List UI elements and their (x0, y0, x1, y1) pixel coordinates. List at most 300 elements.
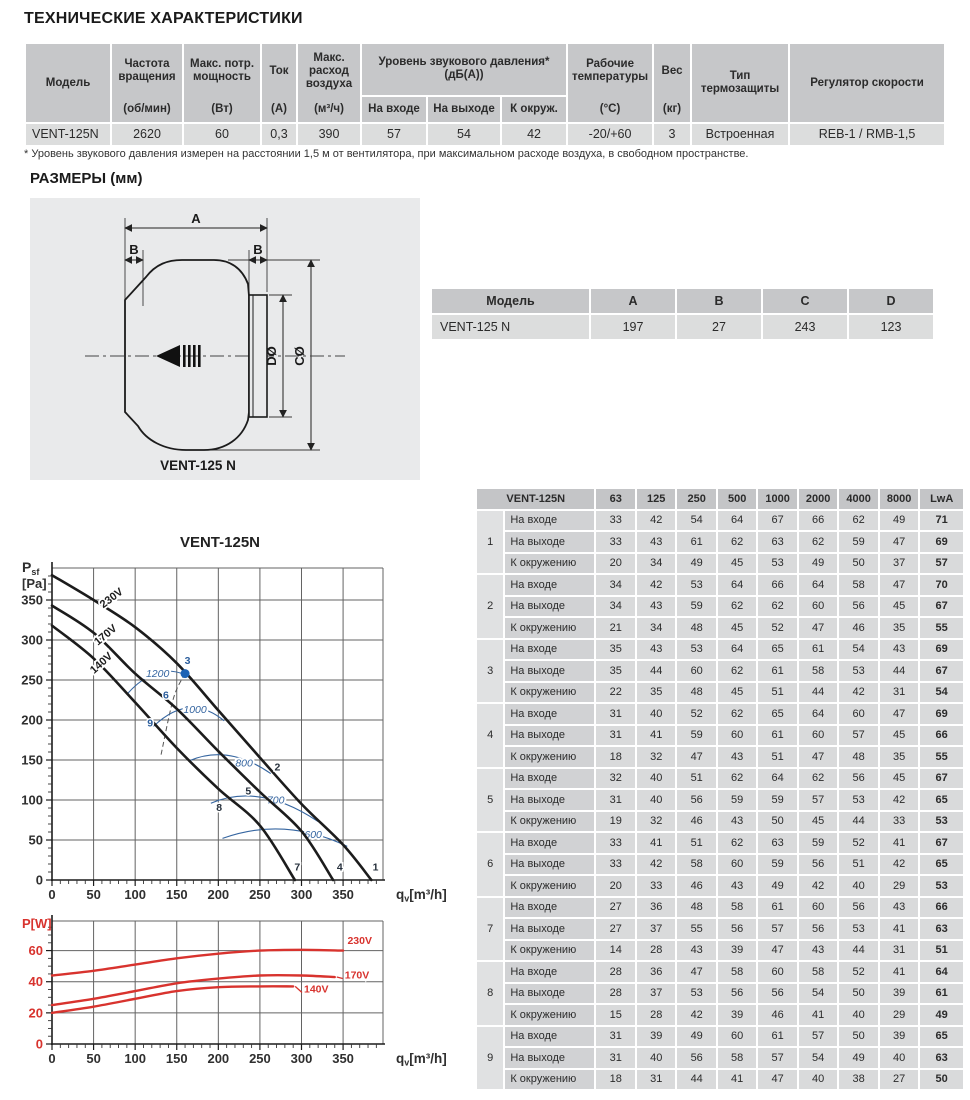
sound-value: 47 (799, 618, 837, 638)
sound-value: 60 (718, 855, 756, 875)
sound-value: 42 (880, 855, 918, 875)
sound-value: 44 (637, 661, 675, 681)
sound-row (477, 747, 963, 767)
sound-value: 27 (596, 919, 634, 939)
svg-text:700: 700 (266, 794, 285, 807)
svg-text:1000: 1000 (183, 704, 207, 717)
sound-value: 59 (677, 726, 715, 746)
sound-value: 40 (637, 1048, 675, 1068)
sound-value: 35 (880, 747, 918, 767)
sound-value: 43 (677, 941, 715, 961)
sound-lwa-value: 53 (920, 812, 963, 832)
sound-value: 44 (839, 941, 877, 961)
sound-value: 59 (758, 855, 796, 875)
sound-value: 54 (677, 511, 715, 531)
sound-value: 58 (839, 575, 877, 595)
extension-lines (125, 218, 320, 450)
sound-value: 31 (596, 1027, 634, 1047)
power-flow-chart (0, 912, 470, 1090)
sound-value: 64 (718, 511, 756, 531)
sound-lwa-value: 63 (920, 1048, 963, 1068)
spec-value-surround: 42 (502, 124, 566, 145)
sound-row-label: На входе (505, 962, 594, 982)
sound-lwa-value: 67 (920, 833, 963, 853)
sound-value: 18 (596, 1070, 634, 1090)
sound-value: 20 (596, 554, 634, 574)
sound-value: 43 (637, 640, 675, 660)
sound-group-number: 9 (477, 1027, 503, 1090)
sound-header-freq: 125 (637, 489, 675, 509)
pressure-flow-chart (0, 552, 470, 914)
sound-value: 53 (677, 984, 715, 1004)
sound-value: 33 (637, 876, 675, 896)
sound-value: 59 (839, 532, 877, 552)
svg-text:50: 50 (86, 887, 101, 902)
dim-header-b: B (677, 289, 761, 313)
spec-subcol-outlet: На выходе (428, 97, 500, 122)
sound-value: 51 (677, 833, 715, 853)
svg-text:250: 250 (21, 672, 43, 688)
sound-value: 56 (839, 769, 877, 789)
sound-row (477, 683, 963, 703)
sound-value: 36 (637, 898, 675, 918)
sound-value: 38 (839, 1070, 877, 1090)
sound-value: 35 (596, 640, 634, 660)
sound-value: 15 (596, 1005, 634, 1025)
sound-row-label: К окружению (505, 618, 594, 638)
svg-text:2: 2 (274, 761, 281, 774)
sound-value: 54 (839, 640, 877, 660)
sound-lwa-value: 55 (920, 747, 963, 767)
svg-text:600: 600 (304, 828, 322, 841)
svg-text:7: 7 (294, 861, 301, 874)
sound-value: 47 (758, 941, 796, 961)
svg-text:40: 40 (28, 974, 43, 990)
sound-value: 47 (677, 962, 715, 982)
sound-row (477, 726, 963, 746)
dim-value-a: 197 (591, 315, 675, 339)
svg-text:3: 3 (184, 655, 191, 667)
sound-header-freq: LwA (920, 489, 963, 509)
svg-text:230V: 230V (97, 585, 126, 611)
sound-value: 49 (880, 511, 918, 531)
sound-value: 55 (677, 919, 715, 939)
sound-value: 31 (596, 790, 634, 810)
sound-value: 44 (799, 683, 837, 703)
airflow-arrow-icon (156, 345, 201, 367)
sound-value: 51 (677, 769, 715, 789)
sound-value: 54 (799, 1048, 837, 1068)
sound-value: 43 (637, 597, 675, 617)
svg-text:300: 300 (290, 1051, 313, 1066)
sound-value: 43 (880, 898, 918, 918)
sound-lwa-value: 67 (920, 597, 963, 617)
sound-value: 21 (596, 618, 634, 638)
sound-value: 37 (637, 919, 675, 939)
dimensions-table (430, 287, 935, 341)
sound-value: 48 (677, 898, 715, 918)
sound-row (477, 704, 963, 724)
sound-value: 41 (637, 726, 675, 746)
sound-value: 57 (839, 726, 877, 746)
sound-value: 31 (596, 704, 634, 724)
spec-value-temp: -20/+60 (568, 124, 652, 145)
sound-value: 41 (880, 962, 918, 982)
sound-value: 44 (677, 1070, 715, 1090)
svg-text:50: 50 (86, 1051, 101, 1066)
svg-text:140V: 140V (303, 983, 329, 996)
fan-dimension-diagram (30, 198, 420, 480)
sound-value: 43 (718, 812, 756, 832)
sound-value: 33 (596, 511, 634, 531)
sound-header-freq: 63 (596, 489, 634, 509)
spec-value-thermal: Встроенная (692, 124, 788, 145)
sound-value: 33 (596, 855, 634, 875)
sound-value: 34 (637, 554, 675, 574)
sound-value: 62 (799, 769, 837, 789)
sound-value: 29 (880, 876, 918, 896)
spec-col-rpm: Частота вращения (об/мин) (112, 44, 182, 122)
sound-row-label: На входе (505, 1027, 594, 1047)
sound-value: 31 (880, 683, 918, 703)
svg-text:0: 0 (48, 887, 56, 902)
sound-value: 53 (677, 575, 715, 595)
sound-value: 56 (839, 898, 877, 918)
sound-value: 40 (637, 790, 675, 810)
sound-header-model: VENT-125N (477, 489, 594, 509)
sound-row (477, 532, 963, 552)
sound-row (477, 833, 963, 853)
dim-label-c: CØ (292, 346, 307, 366)
dim-header-a: A (591, 289, 675, 313)
svg-text:100: 100 (124, 1051, 147, 1066)
sound-value: 50 (839, 554, 877, 574)
sound-row (477, 919, 963, 939)
sound-value: 62 (718, 833, 756, 853)
sound-value: 31 (596, 1048, 634, 1068)
spec-subcol-surround: К окруж. (502, 97, 566, 122)
sound-row (477, 790, 963, 810)
svg-text:200: 200 (207, 887, 230, 902)
svg-text:20: 20 (28, 1005, 43, 1021)
sound-value: 18 (596, 747, 634, 767)
sound-group-number: 2 (477, 575, 503, 638)
sound-value: 33 (596, 532, 634, 552)
sound-value: 64 (758, 769, 796, 789)
sound-value: 60 (799, 726, 837, 746)
sound-value: 39 (880, 984, 918, 1004)
sound-row (477, 511, 963, 531)
spec-value-weight: 3 (654, 124, 690, 145)
sound-value: 56 (839, 597, 877, 617)
sound-value: 43 (799, 941, 837, 961)
sound-row-label: На входе (505, 640, 594, 660)
sound-row (477, 1005, 963, 1025)
sound-lwa-value: 65 (920, 855, 963, 875)
svg-text:200: 200 (207, 1051, 230, 1066)
sound-lwa-value: 69 (920, 704, 963, 724)
sound-row-label: На выходе (505, 919, 594, 939)
sound-value: 28 (637, 1005, 675, 1025)
sound-value: 51 (839, 855, 877, 875)
sound-value: 59 (758, 790, 796, 810)
sound-value: 45 (880, 769, 918, 789)
sound-value: 60 (718, 1027, 756, 1047)
pressure-chart-title: VENT-125N (179, 534, 261, 551)
sound-row-label: На входе (505, 898, 594, 918)
sound-value: 45 (880, 597, 918, 617)
sound-value: 53 (839, 790, 877, 810)
sound-value: 49 (758, 876, 796, 896)
sound-row-label: К окружению (505, 683, 594, 703)
spec-value-current: 0,3 (262, 124, 296, 145)
sound-value: 50 (839, 984, 877, 1004)
sound-value: 62 (758, 597, 796, 617)
sound-value: 46 (677, 876, 715, 896)
svg-text:150: 150 (165, 887, 188, 902)
sound-value: 58 (799, 962, 837, 982)
sound-value: 48 (677, 618, 715, 638)
sound-row (477, 661, 963, 681)
dim-label-b-right: B (253, 242, 263, 257)
sound-value: 45 (799, 812, 837, 832)
sound-value: 53 (677, 640, 715, 660)
svg-text:150: 150 (165, 1051, 188, 1066)
sound-header-freq: 1000 (758, 489, 796, 509)
sound-value: 22 (596, 683, 634, 703)
sound-value: 33 (880, 812, 918, 832)
sound-value: 64 (718, 575, 756, 595)
sound-value: 32 (596, 769, 634, 789)
sound-row-label: К окружению (505, 1070, 594, 1090)
sound-value: 58 (677, 855, 715, 875)
sound-lwa-value: 66 (920, 726, 963, 746)
sound-row-label: К окружению (505, 812, 594, 832)
spec-value-model: VENT-125N (26, 124, 110, 145)
sound-value: 52 (677, 704, 715, 724)
sound-value: 56 (677, 1048, 715, 1068)
svg-text:250: 250 (249, 887, 271, 902)
sound-row-label: На выходе (505, 532, 594, 552)
sound-value: 47 (677, 747, 715, 767)
sound-value: 59 (799, 833, 837, 853)
sound-value: 41 (718, 1070, 756, 1090)
sound-row-label: На входе (505, 833, 594, 853)
sound-lwa-value: 67 (920, 661, 963, 681)
sound-value: 46 (758, 1005, 796, 1025)
sound-value: 41 (880, 833, 918, 853)
dim-value-d: 123 (849, 315, 933, 339)
sound-value: 40 (839, 1005, 877, 1025)
sound-title: Уровень звукового давления* (378, 56, 550, 69)
sound-value: 35 (637, 683, 675, 703)
svg-text:170V: 170V (344, 969, 370, 982)
sound-value: 66 (758, 575, 796, 595)
svg-text:P[W]: P[W] (22, 916, 52, 931)
spec-table (24, 42, 946, 147)
sound-value: 62 (799, 532, 837, 552)
sound-lwa-value: 61 (920, 984, 963, 1004)
svg-text:5: 5 (245, 785, 252, 798)
sound-row-label: К окружению (505, 876, 594, 896)
sound-value: 60 (799, 597, 837, 617)
sound-value: 64 (799, 575, 837, 595)
sound-row-label: На выходе (505, 790, 594, 810)
spec-value-regulator: REB-1 / RMB-1,5 (790, 124, 944, 145)
sound-value: 31 (880, 941, 918, 961)
svg-text:1200: 1200 (145, 668, 170, 681)
svg-text:0: 0 (35, 1036, 43, 1052)
sound-group-number: 1 (477, 511, 503, 574)
sound-lwa-value: 65 (920, 1027, 963, 1047)
sound-value: 42 (677, 1005, 715, 1025)
svg-text:350: 350 (332, 887, 354, 902)
sound-value: 57 (799, 790, 837, 810)
sound-value: 56 (718, 919, 756, 939)
svg-text:140V: 140V (87, 650, 116, 677)
spec-value-power: 60 (184, 124, 260, 145)
sound-value: 59 (677, 597, 715, 617)
sound-value: 57 (799, 1027, 837, 1047)
sound-value: 61 (758, 726, 796, 746)
sound-value: 28 (596, 962, 634, 982)
sound-table-head (477, 489, 963, 509)
sound-value: 58 (718, 898, 756, 918)
sound-value: 40 (637, 704, 675, 724)
sound-row (477, 640, 963, 660)
sound-value: 27 (596, 898, 634, 918)
sound-value: 54 (799, 984, 837, 1004)
sound-row (477, 1070, 963, 1090)
sound-value: 45 (718, 554, 756, 574)
sound-value: 60 (799, 898, 837, 918)
sound-value: 42 (839, 683, 877, 703)
svg-text:200: 200 (21, 712, 43, 728)
sound-value: 43 (718, 876, 756, 896)
sound-row-label: На выходе (505, 726, 594, 746)
sound-value: 40 (839, 876, 877, 896)
sound-lwa-value: 65 (920, 790, 963, 810)
sound-value: 61 (758, 898, 796, 918)
spec-value-rpm: 2620 (112, 124, 182, 145)
sound-value: 44 (839, 812, 877, 832)
sound-value: 20 (596, 876, 634, 896)
svg-text:100: 100 (21, 792, 43, 808)
sound-value: 65 (758, 640, 796, 660)
sound-value: 49 (799, 554, 837, 574)
sound-subtitle: (дБ(А)) (444, 69, 484, 82)
sound-row-label: На выходе (505, 661, 594, 681)
sound-value: 41 (880, 919, 918, 939)
sound-value: 62 (839, 511, 877, 531)
dim-header-model: Модель (432, 289, 589, 313)
sound-row-label: На входе (505, 769, 594, 789)
sound-row (477, 812, 963, 832)
spec-col-temp: Рабочие температуры (°С) (568, 44, 652, 122)
sound-lwa-value: 53 (920, 876, 963, 896)
sound-value: 37 (637, 984, 675, 1004)
sound-value: 31 (596, 726, 634, 746)
sound-header-freq: 500 (718, 489, 756, 509)
sound-value: 59 (718, 790, 756, 810)
sound-value: 58 (718, 962, 756, 982)
sound-value: 42 (799, 876, 837, 896)
sound-value: 39 (880, 1027, 918, 1047)
sound-value: 32 (637, 747, 675, 767)
sound-row-label: К окружению (505, 554, 594, 574)
sound-value: 67 (758, 511, 796, 531)
sound-value: 56 (718, 984, 756, 1004)
svg-text:Psf: $P_{sf}$ (22, 559, 40, 577)
svg-text:350: 350 (21, 592, 43, 608)
sound-value: 47 (880, 704, 918, 724)
dim-header-c: C (763, 289, 847, 313)
sound-value: 50 (758, 812, 796, 832)
sound-lwa-value: 69 (920, 640, 963, 660)
drawing-caption: VENT-125 N (160, 458, 236, 473)
dim-value-model: VENT-125 N (432, 315, 589, 339)
sound-value: 40 (880, 1048, 918, 1068)
dim-label-d: DØ (264, 346, 279, 366)
sound-value: 48 (839, 747, 877, 767)
svg-text:300: 300 (21, 632, 43, 648)
sound-value: 41 (799, 1005, 837, 1025)
sound-value: 42 (880, 790, 918, 810)
sound-row-label: На выходе (505, 855, 594, 875)
sound-value: 39 (718, 941, 756, 961)
sound-value: 37 (880, 554, 918, 574)
dim-header-d: D (849, 289, 933, 313)
dim-label-b-left: B (129, 242, 139, 257)
sound-row (477, 618, 963, 638)
sound-value: 42 (637, 575, 675, 595)
sound-group-number: 6 (477, 833, 503, 896)
sound-value: 44 (880, 661, 918, 681)
sound-value: 28 (637, 941, 675, 961)
sound-value: 34 (596, 597, 634, 617)
sound-value: 46 (839, 618, 877, 638)
sound-value: 62 (718, 704, 756, 724)
sound-value: 53 (758, 554, 796, 574)
sound-value: 35 (880, 618, 918, 638)
sound-value: 62 (718, 532, 756, 552)
sound-value: 32 (637, 812, 675, 832)
sound-row (477, 855, 963, 875)
sound-row (477, 554, 963, 574)
sound-value: 66 (799, 511, 837, 531)
svg-text:6: 6 (163, 689, 169, 702)
sound-header-freq: 250 (677, 489, 715, 509)
sound-lwa-value: 49 (920, 1005, 963, 1025)
sound-spectrum-table (475, 487, 965, 1091)
sound-value: 14 (596, 941, 634, 961)
sound-value: 52 (758, 618, 796, 638)
sound-lwa-value: 55 (920, 618, 963, 638)
sound-value: 51 (758, 747, 796, 767)
sound-value: 45 (718, 683, 756, 703)
spec-col-airflow: Макс. расход воздуха (м³/ч) (298, 44, 360, 122)
sound-value: 47 (880, 532, 918, 552)
sound-value: 33 (596, 833, 634, 853)
sound-value: 58 (718, 1048, 756, 1068)
sound-value: 60 (677, 661, 715, 681)
svg-text:0: 0 (35, 872, 43, 888)
sound-lwa-value: 71 (920, 511, 963, 531)
sound-value: 61 (677, 532, 715, 552)
svg-text:qv[m³/h]: qv[m³/h] (396, 887, 447, 904)
sound-lwa-value: 64 (920, 962, 963, 982)
sound-value: 47 (880, 575, 918, 595)
